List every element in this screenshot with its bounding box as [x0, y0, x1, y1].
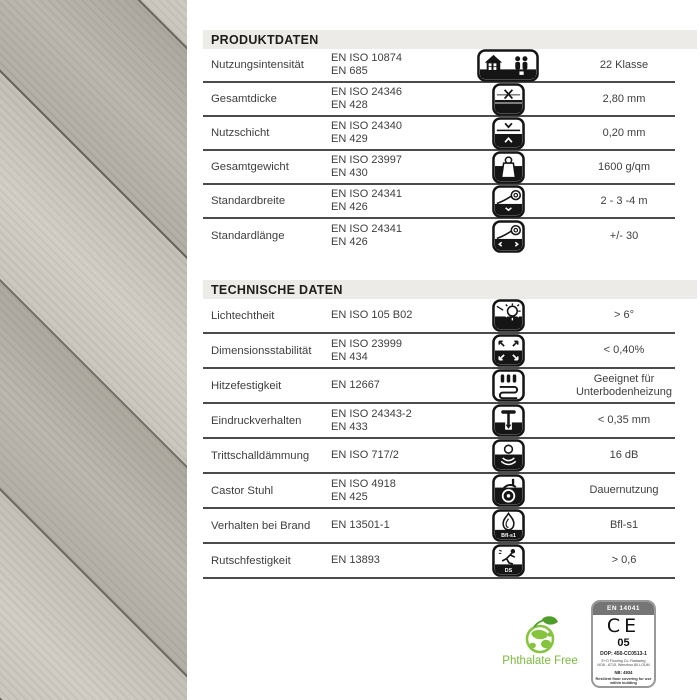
produktdaten-table	[203, 49, 675, 253]
table-row	[203, 219, 675, 253]
table-row	[203, 299, 675, 334]
property-value: Bfl-s1	[609, 519, 639, 531]
table-row	[203, 49, 675, 83]
property-label: Standardbreite	[211, 195, 286, 207]
norm-standards: EN ISO 24340 EN 429	[331, 120, 402, 145]
norm-standards: EN ISO 23997 EN 430	[331, 154, 402, 179]
property-label: Castor Stuhl	[211, 484, 274, 497]
ce-certification-label	[591, 600, 656, 688]
norm-standards: EN 13893	[331, 554, 380, 566]
property-label: Eindruckverhalten	[211, 414, 302, 427]
norm-standards: EN ISO 105 B02	[331, 309, 413, 321]
section-title: PRODUKTDATEN	[211, 32, 319, 47]
property-label: Nutzschicht	[211, 127, 270, 139]
table-row	[203, 404, 675, 439]
wood-flooring-photo	[0, 0, 187, 700]
table-row	[203, 334, 675, 369]
norm-standards: EN ISO 24343-2 EN 433	[331, 407, 412, 433]
svg-text:Bfl-s1: Bfl-s1	[500, 533, 516, 540]
roll-width-icon	[443, 185, 573, 218]
section-gap	[203, 253, 697, 280]
table-row	[203, 474, 675, 509]
table-row	[203, 83, 675, 117]
roll-length-icon	[443, 220, 573, 253]
norm-standards: EN ISO 24341 EN 426	[331, 223, 402, 248]
property-value: 0,20 mm	[602, 126, 646, 139]
norm-standards: EN ISO 717/2	[331, 449, 399, 461]
table-row	[203, 439, 675, 474]
property-value: +/- 30	[609, 229, 639, 242]
property-label: Rutschfestigkeit	[211, 554, 291, 567]
table-row	[203, 117, 675, 151]
norm-standards: EN ISO 10874 EN 685	[331, 52, 402, 77]
property-label: Gesamtdicke	[211, 93, 277, 105]
table-row	[203, 369, 675, 404]
property-label: Nutzungsintensität	[211, 59, 304, 71]
underfloor-heating-icon	[443, 369, 573, 402]
property-label: Verhalten bei Brand	[211, 519, 311, 532]
impact-sound-icon	[443, 439, 573, 472]
property-label: Gesamtgewicht	[211, 161, 289, 173]
norm-standards: EN ISO 24346 EN 428	[331, 86, 402, 111]
produktdaten-header	[203, 30, 697, 49]
slip-resistance-icon	[443, 544, 573, 577]
norm-standards: EN ISO 24341 EN 426	[331, 188, 402, 213]
wear-layer-icon	[443, 117, 573, 150]
norm-standards: EN ISO 4918 EN 425	[331, 477, 396, 503]
property-value: Dauernutzung	[589, 484, 659, 496]
section-title: TECHNISCHE DATEN	[211, 282, 343, 297]
indentation-icon	[443, 404, 573, 437]
property-value: Geeignet für Unterbodenheizung	[575, 372, 673, 398]
phthalate-free-label: Phthalate Free	[502, 655, 578, 667]
property-value: > 0,6	[611, 554, 637, 566]
property-label: Lichtechtheit	[211, 309, 275, 322]
svg-text:DS: DS	[504, 568, 512, 575]
ce-dop-number: DOP: 450-CC0513-1	[600, 651, 647, 657]
property-value: < 0,35 mm	[597, 414, 651, 426]
table-row	[203, 544, 675, 579]
property-value: 22 Klasse	[599, 58, 649, 71]
property-label: Hitzefestigkeit	[211, 379, 282, 392]
globe-leaf-icon	[505, 612, 575, 654]
castor-chair-icon	[443, 474, 573, 507]
property-value: 2 - 3 -4 m	[600, 194, 648, 207]
table-row	[203, 151, 675, 185]
property-value: 1600 g/qm	[598, 160, 650, 173]
ce-notified-body: NB: 4934	[614, 670, 633, 676]
property-value: < 0,40%	[603, 344, 645, 356]
property-label: Dimensionsstabilität	[211, 344, 312, 357]
table-row	[203, 185, 675, 219]
table-row	[203, 509, 675, 544]
ce-standard: EN 14041	[593, 602, 654, 615]
ce-mark: CE	[606, 615, 641, 637]
norm-standards: EN 13501-1	[331, 519, 390, 531]
technische-daten-table	[203, 299, 675, 579]
norm-standards: EN 12667	[331, 379, 380, 391]
property-value: 2,80 mm	[602, 92, 646, 105]
technische-daten-header	[203, 280, 697, 299]
total-weight-icon	[443, 151, 573, 184]
dimensional-stability-icon	[443, 334, 573, 367]
ce-year: 05	[617, 637, 630, 649]
property-value: 16 dB	[609, 449, 639, 461]
property-label: Trittschalldämmung	[211, 449, 310, 462]
property-value: > 6°	[614, 309, 634, 321]
ce-address: E+O Flooring Co. Radaweg NO8 - 6715, Wenzhou 80-LOUM	[597, 658, 650, 668]
phthalate-free-logo	[470, 612, 610, 667]
spec-tables	[203, 30, 697, 579]
norm-standards: EN ISO 23999 EN 434	[331, 337, 402, 363]
light-fastness-icon	[443, 299, 573, 332]
ce-product-description: Resilient floor covering for use within building	[595, 676, 652, 686]
property-label: Standardlänge	[211, 230, 285, 242]
total-thickness-icon	[443, 83, 573, 116]
usage-class-icon	[443, 49, 573, 82]
fire-behavior-icon	[443, 509, 573, 542]
